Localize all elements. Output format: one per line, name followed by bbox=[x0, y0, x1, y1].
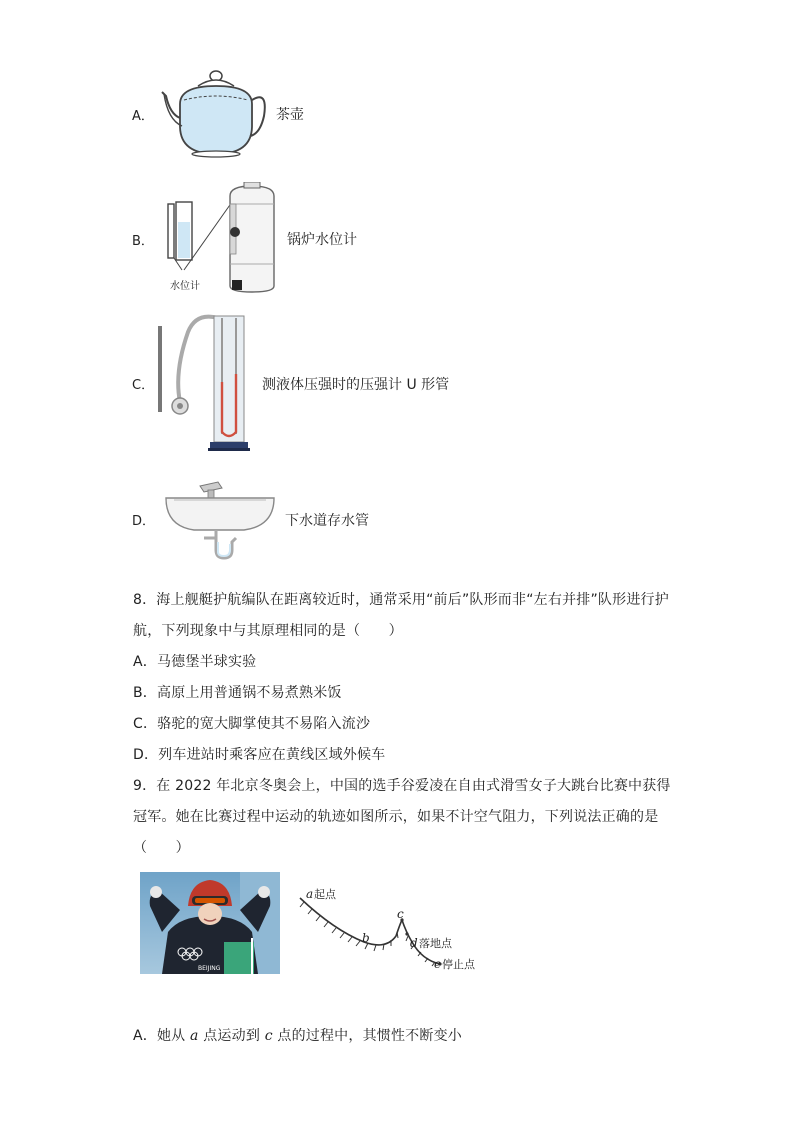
option-c-caption: 测液体压强时的压强计 U 形管 bbox=[262, 377, 450, 393]
photo-text: BEIJING bbox=[198, 965, 221, 972]
option-d-caption: 下水道存水管 bbox=[285, 513, 369, 529]
point-b-var: b bbox=[362, 931, 370, 945]
trajectory-diagram bbox=[294, 880, 490, 978]
point-e-label: 停止点 bbox=[442, 958, 475, 971]
q9-stem-line3: （ ） bbox=[133, 840, 190, 856]
q8-stem-line2: 航，下列现象中与其原理相同的是（ ） bbox=[133, 623, 403, 639]
option-a-letter: A． bbox=[132, 109, 154, 124]
option-b-letter: B． bbox=[132, 234, 154, 249]
point-d-var: d bbox=[410, 936, 418, 950]
option-d-letter: D． bbox=[132, 514, 156, 529]
point-a-label: 起点 bbox=[314, 888, 336, 901]
point-d-label: 落地点 bbox=[419, 937, 452, 950]
point-c-var: c bbox=[397, 907, 404, 921]
option-c-letter: C． bbox=[132, 378, 155, 393]
option-b-caption: 锅炉水位计 bbox=[287, 232, 357, 248]
q8-option-b: B．高原上用普通锅不易煮熟米饭 bbox=[133, 685, 342, 701]
q8-option-d: D．列车进站时乘客应在黄线区域外候车 bbox=[133, 747, 386, 763]
q9-option-a: A．她从 a 点运动到 c 点的过程中，其惯性不断变小 bbox=[133, 1028, 462, 1044]
point-e-var: e bbox=[434, 957, 442, 971]
point-a-var: a bbox=[306, 887, 314, 901]
water-gauge-label: 水位计 bbox=[170, 281, 200, 292]
option-a-caption: 茶壶 bbox=[276, 107, 304, 123]
q8-option-a: A．马德堡半球实验 bbox=[133, 654, 257, 670]
teapot-figure bbox=[160, 66, 272, 158]
sink-figure bbox=[164, 472, 282, 564]
skier-photo bbox=[140, 872, 280, 974]
manometer-figure bbox=[152, 312, 260, 452]
q8-stem-line1: 8．海上舰艇护航编队在距离较近时，通常采用“前后”队形而非“左右并排”队形进行护 bbox=[133, 592, 669, 608]
q9-stem-line1: 9．在 2022 年北京冬奥会上，中国的选手谷爱凌在自由式滑雪女子大跳台比赛中获得 bbox=[133, 778, 671, 794]
q9-stem-line2: 冠军。她在比赛过程中运动的轨迹如图所示，如果不计空气阻力，下列说法正确的是 bbox=[133, 809, 659, 825]
q8-option-c: C．骆驼的宽大脚掌使其不易陷入流沙 bbox=[133, 716, 371, 732]
